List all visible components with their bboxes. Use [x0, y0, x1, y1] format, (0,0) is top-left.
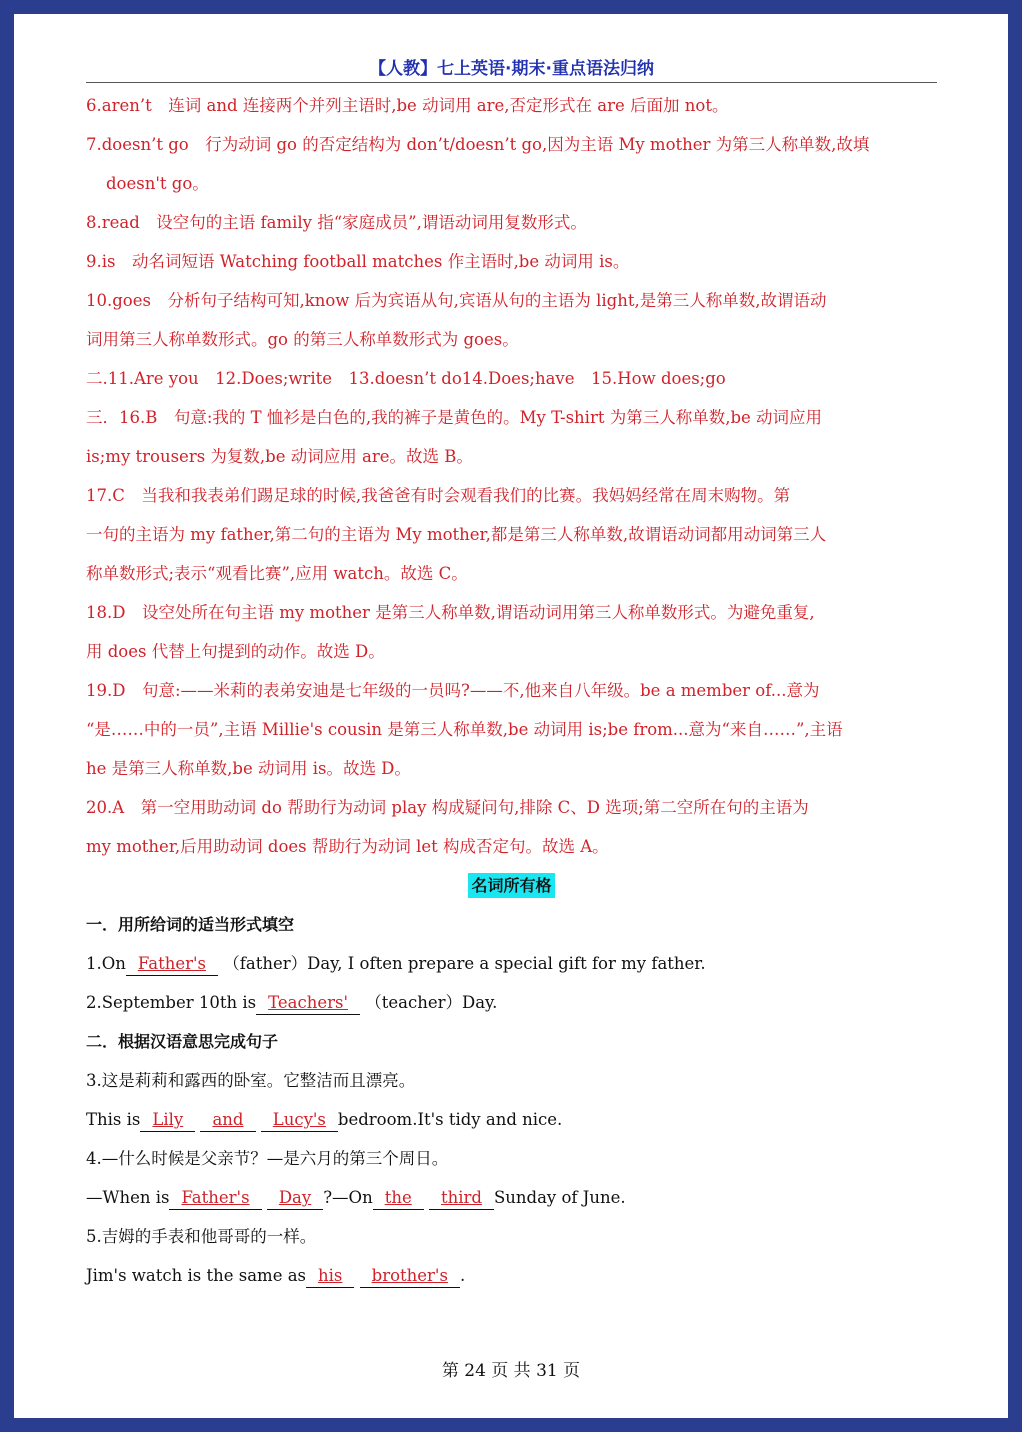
answer-blank [267, 1187, 323, 1210]
answer-line: 18.D 设空处所在句主语 my mother 是第三人称单数,谓语动词用第三人称单数形式。为避免重复, [86, 603, 815, 622]
answer-line: 三．16.B 句意:我的 T 恤衫是白色的,我的裤子是黄色的。My T-shirt 为第三人称单数,be 动词应用 [86, 408, 823, 427]
answer-line: 9.is 动名词短语 Watching football matches 作主语时,be 动词用 is。 [86, 252, 630, 271]
answer-text: and [212, 1110, 244, 1129]
answer-line: doesn't go。 [106, 174, 209, 193]
answer-line: 词用第三人称单数形式。go 的第三人称单数形式为 goes。 [86, 330, 519, 349]
answer-line: 一句的主语为 my father,第二句的主语为 My mother,都是第三人称单数,故谓语动词都用动词第三人 [86, 525, 827, 544]
question-3 [86, 1100, 937, 1139]
question-text: —When is [86, 1188, 170, 1207]
section-title [86, 866, 937, 905]
answer-text: Father's [137, 954, 206, 973]
answer-line: 二.11.Are you 12.Does;write 13.doesn’t do14.Does;have 15.How does;go [86, 369, 726, 388]
page-header-title: 【人教】七上英语·期末·重点语法归纳 [369, 59, 654, 79]
section-title-text: 名词所有格 [468, 873, 554, 898]
answer-line: 17.C 当我和我表弟们踢足球的时候,我爸爸有时会观看我们的比赛。我妈妈经常在周末购物。第 [86, 486, 791, 505]
answer-blank [429, 1187, 494, 1210]
question-text: This is [86, 1110, 141, 1129]
answer-line: 10.goes 分析句子结构可知,know 后为宾语从句,宾语从句的主语为 light,是第三人称单数,故谓语动 [86, 291, 827, 310]
answer-text: Lucy's [272, 1110, 326, 1129]
answer-blank [261, 1109, 338, 1132]
answer-line: 用 does 代替上句提到的动作。故选 D。 [86, 642, 385, 661]
question-text: （father）Day, I often prepare a special gift for my father. [223, 954, 706, 973]
answer-text: Father's [181, 1188, 250, 1207]
question-text: 2.September 10th is [86, 993, 257, 1012]
answer-line: is;my trousers 为复数,be 动词应用 are。故选 B。 [86, 447, 473, 466]
answer-blank [360, 1265, 460, 1288]
question-text: Sunday of June. [493, 1188, 626, 1207]
question-1 [86, 944, 937, 983]
answer-line: 称单数形式;表示“观看比赛”,应用 watch。故选 C。 [86, 564, 468, 583]
part-heading: 一．用所给词的适当形式填空 [86, 915, 295, 934]
document-page [14, 14, 1008, 1418]
answer-text: Teachers' [268, 993, 348, 1012]
question-4-chinese: 4.—什么时候是父亲节？—是六月的第三个周日。 [86, 1149, 449, 1168]
answer-blank [126, 953, 218, 976]
answer-blank [200, 1109, 255, 1132]
answer-text: Lily [152, 1110, 184, 1129]
answer-blank [169, 1187, 261, 1210]
answer-line: “是……中的一员”,主语 Millie's cousin 是第三人称单数,be 动词用 is;be from...意为“来自……”,主语 [86, 720, 843, 739]
answer-line: 6.aren’t 连词 and 连接两个并列主语时,be 动词用 are,否定形式在 are 后面加 not。 [86, 96, 729, 115]
answer-line: 8.read 设空句的主语 family 指“家庭成员”,谓语动词用复数形式。 [86, 213, 587, 232]
answer-text: brother's [371, 1266, 448, 1285]
question-2 [86, 983, 937, 1022]
answer-text: his [318, 1266, 343, 1285]
answer-line: my mother,后用助动词 does 帮助行为动词 let 构成否定句。故选 A。 [86, 837, 609, 856]
answer-text: Day [278, 1188, 312, 1207]
question-4 [86, 1178, 937, 1217]
header-divider [86, 82, 937, 83]
question-text: （teacher）Day. [365, 993, 498, 1012]
question-text: Jim's watch is the same as [86, 1266, 307, 1285]
question-text: ?—On [323, 1188, 373, 1207]
page-number: 第 24 页 共 31 页 [441, 1361, 581, 1381]
question-5-chinese: 5.吉姆的手表和他哥哥的一样。 [86, 1227, 317, 1246]
answer-text: the [384, 1188, 412, 1207]
answer-line: 20.A 第一空用助动词 do 帮助行为动词 play 构成疑问句,排除 C、D 选项;第二空所在句的主语为 [86, 798, 809, 817]
question-text: bedroom.It's tidy and nice. [337, 1110, 563, 1129]
answer-blank [256, 992, 360, 1015]
answer-line: 19.D 句意:——米莉的表弟安迪是七年级的一员吗?——不,他来自八年级。be a member of...意为 [86, 681, 820, 700]
answer-line: 7.doesn’t go 行为动词 go 的否定结构为 don’t/doesn’t go,因为主语 My mother 为第三人称单数,故填 [86, 135, 870, 154]
answer-blank [306, 1265, 354, 1288]
question-5 [86, 1256, 937, 1295]
page-content [86, 86, 937, 1295]
answer-blank [140, 1109, 195, 1132]
question-3-chinese: 3.这是莉莉和露西的卧室。它整洁而且漂亮。 [86, 1071, 416, 1090]
answer-blank [373, 1187, 424, 1210]
answer-text: third [440, 1188, 482, 1207]
question-text: . [459, 1266, 466, 1285]
question-text: 1.On [86, 954, 126, 973]
answer-line: he 是第三人称单数,be 动词用 is。故选 D。 [86, 759, 411, 778]
part-heading: 二．根据汉语意思完成句子 [86, 1032, 279, 1051]
